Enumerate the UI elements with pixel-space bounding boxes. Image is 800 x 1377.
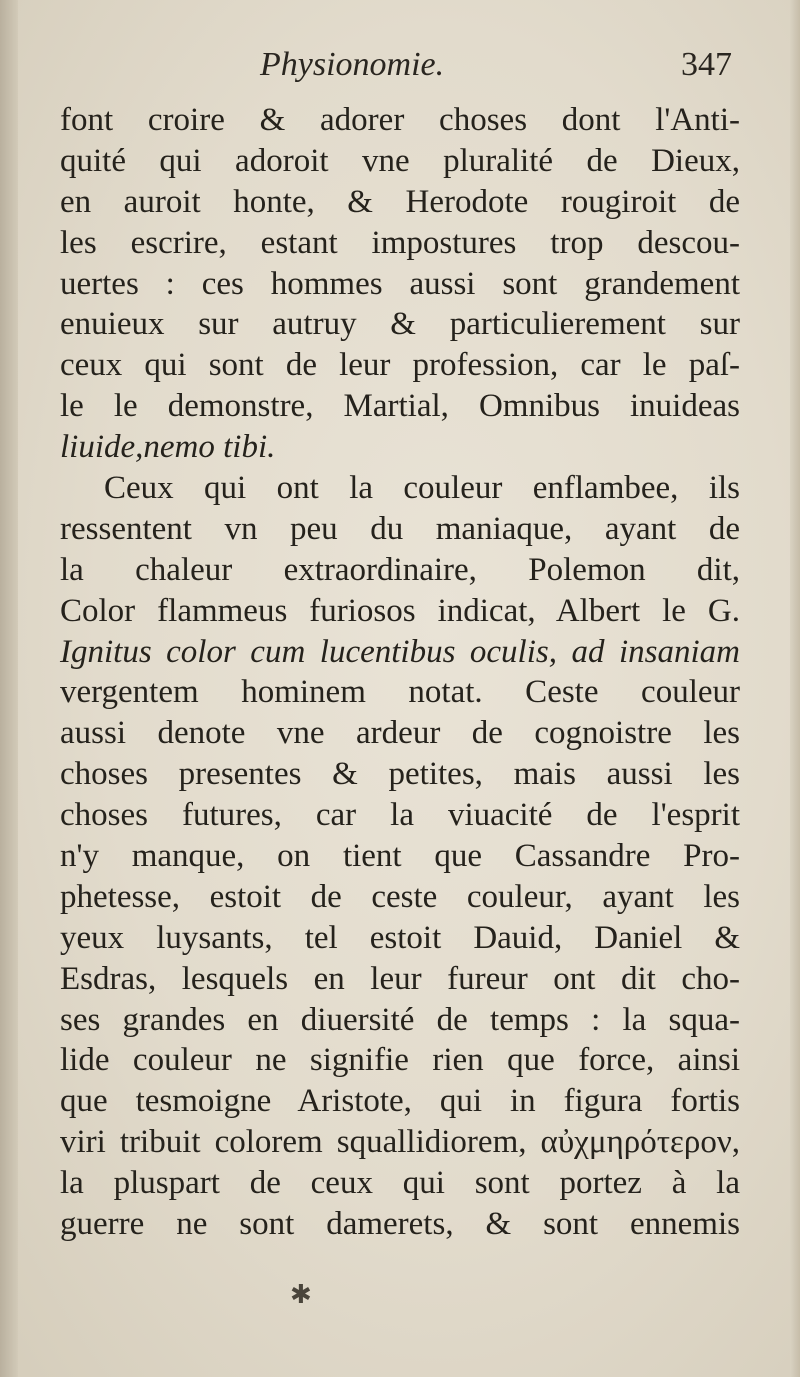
page-header bbox=[60, 38, 740, 108]
text-line: en auroit honte, & Herodote rougiroit de bbox=[60, 183, 740, 220]
text-line: guerre ne sont damerets, & sont ennemis bbox=[60, 1206, 740, 1243]
text-line: lide couleur ne signifie rien que force, ainsi bbox=[60, 1042, 740, 1079]
page-gutter-edge bbox=[0, 0, 18, 1377]
text-line: choses futures, car la viuacité de l'esprit bbox=[60, 797, 740, 834]
text-line: uertes : ces hommes aussi sont grandement bbox=[60, 265, 740, 302]
text-line: Ceux qui ont la couleur enflambee, ils bbox=[104, 470, 740, 507]
text-line: ses grandes en diuersité de temps : la squa- bbox=[60, 1001, 740, 1038]
text-line: Esdras, lesquels en leur fureur ont dit cho- bbox=[60, 960, 740, 997]
text-line: Ignitus color cum lucentibus oculis, ad insaniam bbox=[60, 633, 740, 670]
text-line: la pluspart de ceux qui sont portez à la bbox=[60, 1165, 740, 1202]
text-line: enuieux sur autruy & particulierement sur bbox=[60, 306, 740, 343]
signature-mark: ✱ bbox=[290, 1280, 312, 1309]
text-line: que tesmoigne Aristote, qui in figura fortis bbox=[60, 1083, 740, 1120]
text-line: aussi denote vne ardeur de cognoistre les bbox=[60, 715, 740, 752]
text-line: ceux qui sont de leur profession, car le paſ- bbox=[60, 347, 740, 384]
text-line: la chaleur extraordinaire, Polemon dit, bbox=[60, 551, 740, 588]
text-line: vergentem hominem notat. Ceste couleur bbox=[60, 674, 740, 711]
page-outer-edge bbox=[790, 0, 800, 1377]
running-title: Physionomie. bbox=[260, 46, 445, 83]
text-line: phetesse, estoit de ceste couleur, ayant les bbox=[60, 878, 740, 915]
body-text bbox=[60, 100, 740, 1245]
text-line: font croire & adorer choses dont l'Anti- bbox=[60, 102, 740, 138]
text-line: choses presentes & petites, mais aussi les bbox=[60, 756, 740, 793]
text-line: liuide,nemo tibi. bbox=[60, 429, 276, 466]
text-line: ressentent vn peu du maniaque, ayant de bbox=[60, 510, 740, 547]
text-line: yeux luysants, tel estoit Dauid, Daniel & bbox=[60, 919, 740, 956]
text-line: les escrire, estant impostures trop descou- bbox=[60, 224, 740, 261]
text-line: quité qui adoroit vne pluralité de Dieux, bbox=[60, 142, 740, 179]
text-line: le le demonstre, Martial, Omnibus inuideas bbox=[60, 388, 740, 425]
text-line: viri tribuit colorem squallidiorem, αὐχμηρότερον, bbox=[60, 1124, 740, 1161]
page-number: 347 bbox=[681, 46, 732, 83]
text-line: n'y manque, on tient que Cassandre Pro- bbox=[60, 838, 740, 875]
text-line: Color flammeus furiosos indicat, Albert le G. bbox=[60, 592, 740, 629]
